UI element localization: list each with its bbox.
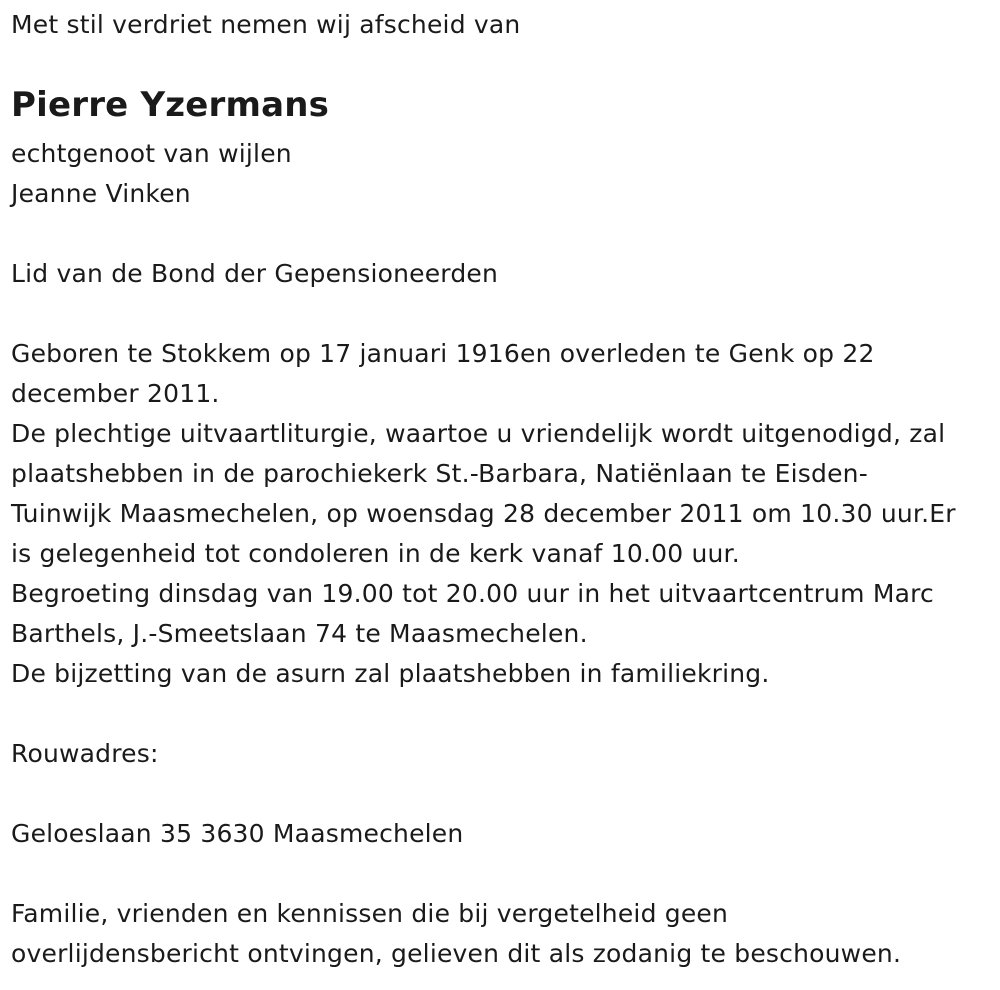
spouse-line-2: Jeanne Vinken [11,179,191,208]
closing-line: overlijdensbericht ontvingen, gelieven dit als zodanig te beschouwen. [11,939,902,968]
body-line: Tuinwijk Maasmechelen, op woensdag 28 december 2011 om 10.30 uur.Er [11,499,956,528]
body-line: december 2011. [11,379,220,408]
intro-text: Met stil verdriet nemen wij afscheid van [11,10,521,39]
body-line: plaatshebben in de parochiekerk St.-Barbara, Natiënlaan te Eisden- [11,459,868,488]
spouse-line-1: echtgenoot van wijlen [11,139,292,168]
address-text: Geloeslaan 35 3630 Maasmechelen [11,819,464,848]
deceased-name: Pierre Yzermans [11,85,330,125]
body-line: Begroeting dinsdag van 19.00 tot 20.00 uur in het uitvaartcentrum Marc [11,579,934,608]
closing-line: Familie, vrienden en kennissen die bij vergetelheid geen [11,899,729,928]
body-line: De plechtige uitvaartliturgie, waartoe u vriendelijk wordt uitgenodigd, zal [11,419,946,448]
membership-text: Lid van de Bond der Gepensioneerden [11,259,499,288]
body-line: Geboren te Stokkem op 17 januari 1916en overleden te Genk op 22 [11,339,875,368]
address-label: Rouwadres: [11,739,159,768]
body-line: is gelegenheid tot condoleren in de kerk vanaf 10.00 uur. [11,539,740,568]
body-line: Barthels, J.-Smeetslaan 74 te Maasmechelen. [11,619,588,648]
body-line: De bijzetting van de asurn zal plaatshebben in familiekring. [11,659,770,688]
